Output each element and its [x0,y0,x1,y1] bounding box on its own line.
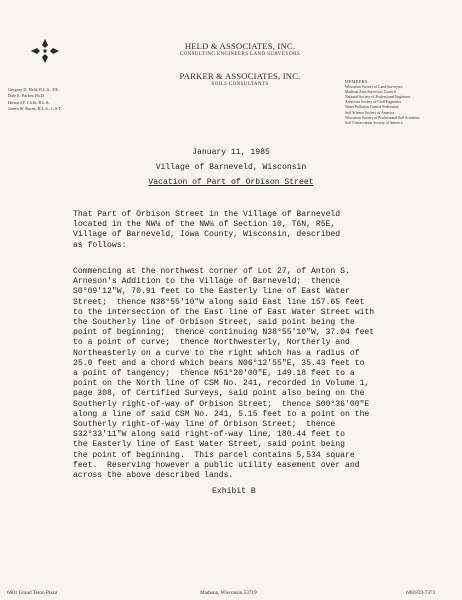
firm2-name: PARKER & ASSOCIATES, INC. [179,71,301,81]
staff-name: James W. Burns, R.L.S., C.S.T. [8,106,62,112]
member-society: Water Pollution Control Federation [345,105,399,110]
text-line: the Southerly line of Orbison Street, said point being the [73,318,355,328]
text-line: point on the North line of CSM No. 241, recorded in Volume 1, [73,379,370,389]
member-society: Soil Science Society of America [345,110,395,115]
text-line: to a point of curve; thence Northwesterly, Northerly and [73,338,350,348]
staff-list [8,87,62,113]
members-title: MEMBERS [345,79,368,84]
text-line: point of beginning; thence continuing N38°55'10"W, 37.04 feet [73,328,375,338]
subject-line [0,178,462,187]
text-line: page 308, of Certified Surveys, said point also being on the [73,389,365,399]
text-line: across the above described lands. [73,471,234,481]
text-line: 25.0 feet and a chord which bears N06°12'55"E, 35.43 feet to [73,358,365,368]
description-intro [73,210,340,251]
member-society: National Society of Professional Engineers [345,95,411,100]
member-society: Soil Conservation Society of America [345,120,403,125]
text-line: located in the NW¼ of the NW¼ of Section 10, T6N, R5E, [73,220,336,230]
text-line: Street; thence N38°55'10"W along said East line 157.65 feet [73,297,365,307]
footer-phone: 608/833-7373 [406,590,436,596]
text-line: Southerly right-of-way line of Orbison Street; thence [73,420,336,430]
text-line: feet. Reserving however a public utility easement over and [73,460,360,470]
staff-name: Dale E. Parker, Ph.D. [8,93,45,99]
member-society: Madison Area Surveyors Council [345,90,396,95]
footer-city: Madison, Wisconsin 53719 [200,590,257,596]
text-line: along a line of said CSM No. 241, 5.15 feet to a point on the [73,409,370,419]
subject-text: Vacation of Part of Orbison Street [148,178,314,187]
firm2-block [150,71,330,87]
firm1-subtitle: CONSULTING ENGINEERS LAND SURVEYORS [179,52,301,57]
member-society: American Society of Civil Engineers [345,100,402,105]
firm2-subtitle: SOILS CONSULTANTS [211,82,269,87]
text-line: to the intersection of the East line of East Water Street with [73,307,375,317]
exhibit-label: Exhibit B [212,487,256,496]
text-line: Northeasterly on a curve to the right which has a radius of [73,348,360,358]
text-line: S32°33'11"W along said right-of-way line, 180.44 feet to [73,430,345,440]
text-line: Arneson's Addition to the Village of Barneveld; thence [73,277,341,287]
text-line: the Easterly line of East Water Street, said point being [73,440,345,450]
firm-logo [30,38,60,64]
firm1-block [150,41,330,57]
footer-address: 6601 Grand Teton Plaza [7,590,58,596]
firm1-name: HELD & ASSOCIATES, INC. [184,41,296,51]
village-line: Village of Barneveld, Wisconsin [155,163,307,172]
text-line: as follows: [73,240,127,250]
legal-description [73,267,374,481]
staff-name: Gregory D. Held, R.L.S., P.E. [8,87,60,92]
text-line: a point of tangency; thence N51°20'00"E, 149.18 feet to a [73,369,355,379]
staff-name: Howard F. Lichi, R.L.S. [8,99,50,105]
text-line: Village of Barneveld, Iowa County, Wisconsin, described [73,230,341,240]
member-society: Wisconsin Society of Land Surveyors [345,85,403,90]
text-line: S0°09'12"W, 70.91 feet to the Easterly line of East Water [73,287,350,297]
members-list [345,79,420,126]
text-line: the point of beginning. This parcel contains 5,534 square [73,450,355,460]
text-line: That Part of Orbison Street in the Village of Barneveld [73,210,341,219]
member-society: Wisconsin Society of Professional Soil Scientists [345,115,420,120]
text-line: Commencing at the northwest corner of Lot 27, of Anton S. [73,267,350,276]
letter-date: January 11, 1985 [192,148,270,157]
text-line: Southerly right-of-way of Orbison Street; thence S00°36'00"E [73,399,370,409]
